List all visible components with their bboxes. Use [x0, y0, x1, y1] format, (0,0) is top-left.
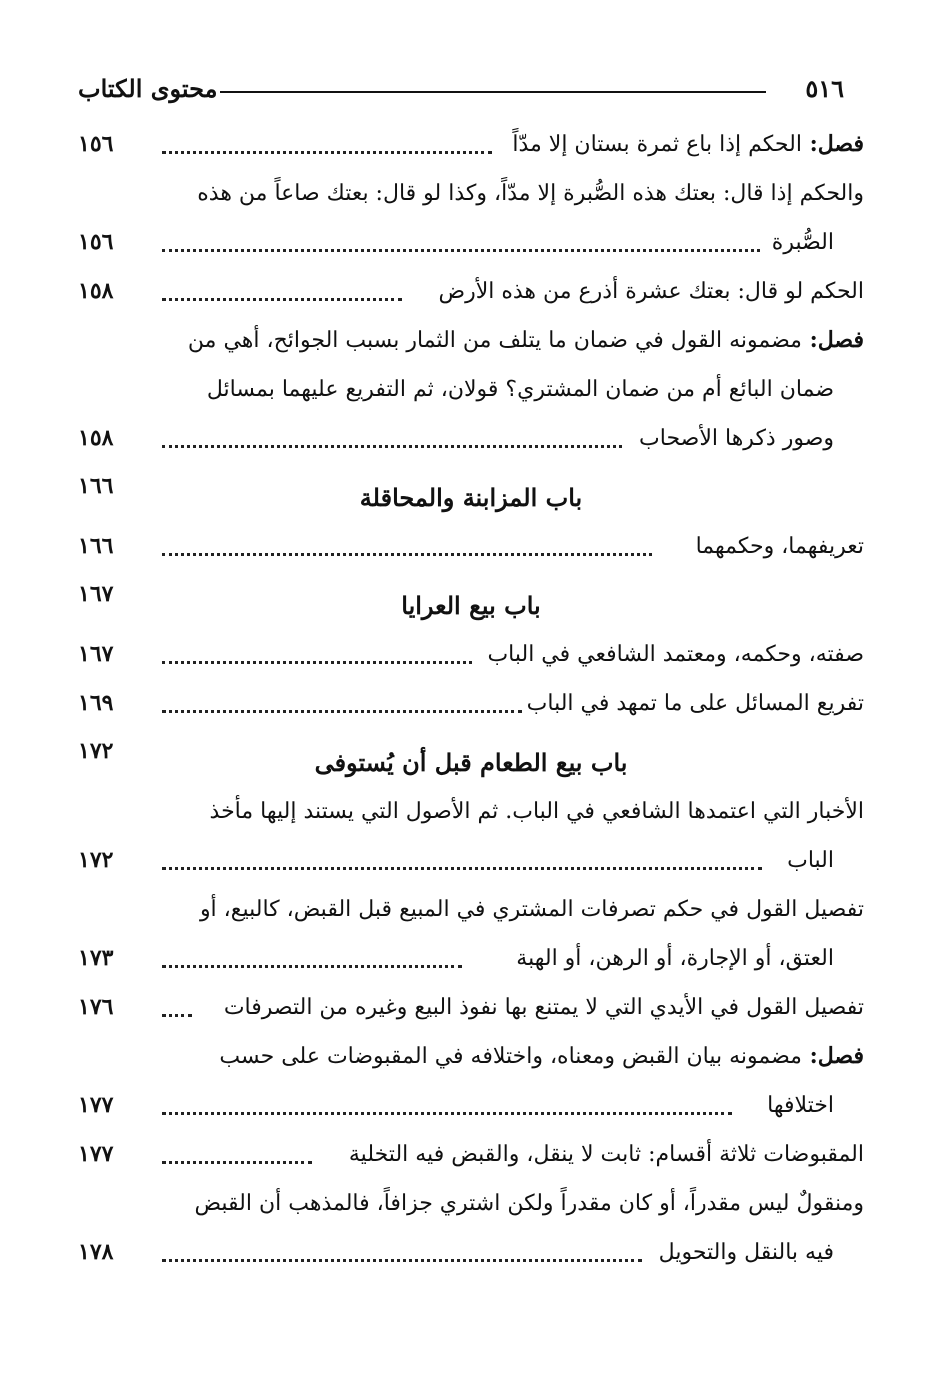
toc-entry [78, 120, 864, 169]
dot-leader [162, 710, 522, 713]
toc-entry [78, 787, 864, 885]
dot-leader [162, 661, 472, 664]
page-ref: ١٧٢ [78, 738, 114, 764]
toc-entry [78, 169, 864, 267]
dot-leader [162, 298, 402, 301]
entry-text: اختلافها [767, 1093, 834, 1118]
entry-text: الصُّبرة [771, 230, 834, 255]
entry-text: الحكم إذا باع ثمرة بستان إلا مدّاً [512, 132, 802, 157]
dot-leader [162, 151, 492, 154]
dot-leader [162, 1161, 312, 1164]
page-ref: ١٦٦ [78, 533, 114, 559]
page-ref: ١٧٧ [78, 1141, 114, 1167]
entry-text: صفته، وحكمه، ومعتمد الشافعي في الباب [487, 642, 864, 667]
entry-text: الحكم لو قال: بعتك عشرة أذرع من هذه الأرض [438, 279, 864, 304]
toc-entry [78, 316, 864, 463]
page-ref: ١٥٨ [78, 425, 114, 451]
heading-text: باب المزابنة والمحاقلة [359, 483, 583, 512]
table-of-contents [78, 120, 864, 1277]
page-ref: ١٧٨ [78, 1239, 114, 1265]
entry-prefix: فصل: [801, 327, 864, 353]
entry-text: والحكم إذا قال: بعتك هذه الصُّبرة إلا مدّاً، وكذا لو قال: بعتك صاعاً من هذه [197, 181, 864, 206]
entry-text: تفصيل القول في حكم تصرفات المشتري في المبيع قبل القبض، كالبيع، أو [199, 897, 864, 922]
page-ref: ١٦٩ [78, 690, 114, 716]
dot-leader [162, 965, 462, 968]
entry-text: مضمونه بيان القبض ومعناه، واختلافه في المقبوضات على حسب [219, 1044, 802, 1069]
page-ref: ١٥٨ [78, 278, 114, 304]
page-ref: ١٧٦ [78, 994, 114, 1020]
dot-leader [162, 1259, 642, 1262]
toc-entry [78, 1032, 864, 1130]
toc-entry [78, 679, 864, 728]
dot-leader [162, 249, 760, 252]
header-rule [220, 91, 766, 93]
entry-text: تفريع المسائل على ما تمهد في الباب [526, 691, 864, 716]
entry-text: الأخبار التي اعتمدها الشافعي في الباب. ثم الأصول التي يستند إليها مأخذ [209, 799, 864, 824]
page-ref: ١٥٦ [78, 229, 114, 255]
toc-entry [78, 983, 864, 1032]
entry-prefix: فصل: [801, 1043, 864, 1069]
entry-text: العتق، أو الإجارة، أو الرهن، أو الهبة [516, 946, 834, 971]
section-heading [78, 473, 864, 522]
entry-text: الباب [787, 848, 834, 873]
toc-entry [78, 267, 864, 316]
entry-text: تفصيل القول في الأيدي التي لا يمتنع بها نفوذ البيع وغيره من التصرفات [223, 995, 864, 1020]
running-title: محتوى الكتاب [78, 74, 218, 103]
entry-text: مضمونه القول في ضمان ما يتلف من الثمار بسبب الجوائح، أهي من [187, 328, 802, 353]
entry-text: ضمان البائع أم من ضمان المشتري؟ قولان، ثم التفريع عليهما بمسائل [206, 377, 834, 402]
dot-leader [162, 867, 762, 870]
heading-text: باب بيع الطعام قبل أن يُستوفى [314, 748, 628, 777]
heading-text: باب بيع العرايا [401, 591, 541, 620]
toc-entry [78, 1179, 864, 1277]
page-ref: ١٧٧ [78, 1092, 114, 1118]
dot-leader [162, 553, 652, 556]
page-ref: ١٦٧ [78, 581, 114, 607]
toc-entry [78, 630, 864, 679]
page-ref: ١٥٦ [78, 131, 114, 157]
section-heading [78, 581, 864, 630]
section-heading [78, 738, 864, 787]
dot-leader [162, 445, 622, 448]
page-ref: ١٦٧ [78, 641, 114, 667]
page-ref: ١٦٦ [78, 473, 114, 499]
page-header [78, 74, 864, 110]
toc-entry [78, 885, 864, 983]
page-number: ٥١٦ [805, 74, 844, 103]
entry-text: وصور ذكرها الأصحاب [639, 426, 834, 451]
entry-text: تعريفهما، وحكمهما [695, 534, 864, 559]
entry-prefix: فصل: [801, 131, 864, 157]
page-ref: ١٧٣ [78, 945, 114, 971]
dot-leader [162, 1014, 192, 1017]
dot-leader [162, 1112, 732, 1115]
entry-text: ومنقولٌ ليس مقدراً، أو كان مقدراً ولكن اشتري جزافاً، فالمذهب أن القبض [194, 1191, 864, 1216]
toc-entry [78, 1130, 864, 1179]
toc-entry [78, 522, 864, 571]
page-ref: ١٧٢ [78, 847, 114, 873]
entry-text: فيه بالنقل والتحويل [658, 1240, 834, 1265]
entry-text: المقبوضات ثلاثة أقسام: ثابت لا ينقل، والقبض فيه التخلية [348, 1142, 864, 1167]
